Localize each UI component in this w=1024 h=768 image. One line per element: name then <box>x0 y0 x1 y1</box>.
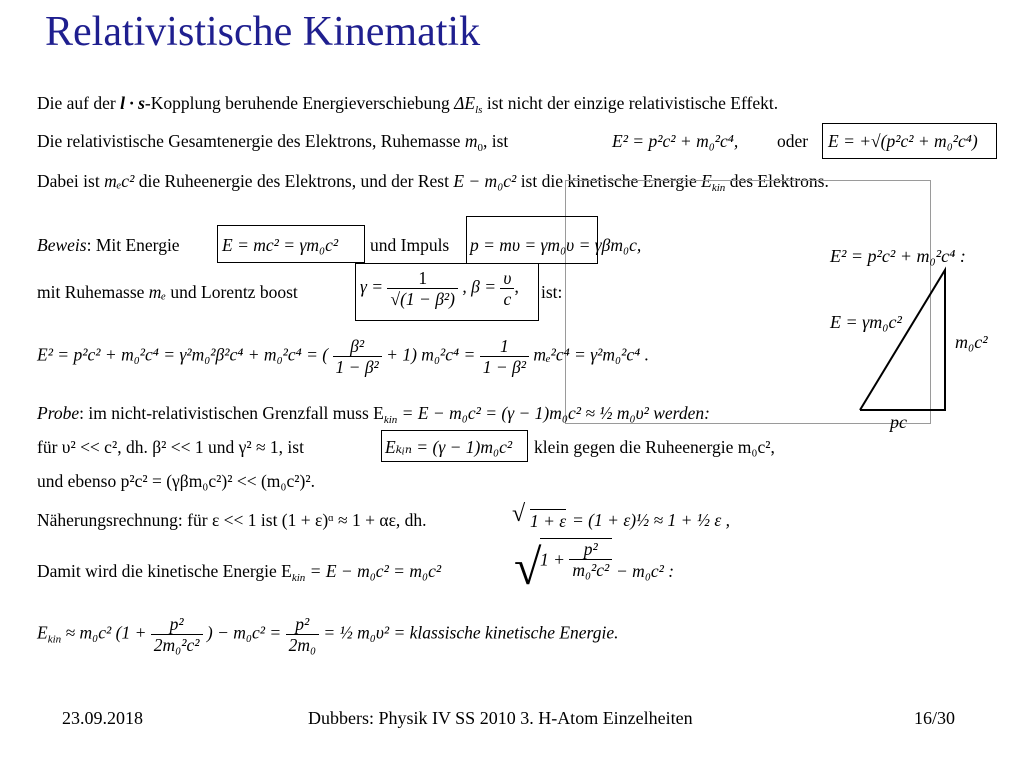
text-segment: , <box>514 276 519 297</box>
probe-label: Probe <box>37 403 80 423</box>
footer-date: 23.09.2018 <box>62 708 143 728</box>
numerator: p² <box>286 614 319 635</box>
math-delta-e: ΔE <box>454 93 476 113</box>
text-segment: mit Ruhemasse <box>37 282 149 302</box>
text-segment: = E − m₀c² = m₀c² <box>305 561 442 581</box>
eq-part: = ½ m₀υ² = klassische kinetische Energie. <box>323 622 619 643</box>
math-subscript: kin <box>711 182 726 194</box>
line-ebenso: und ebenso p²c² = (γβm₀c²)² << (m₀c²)². <box>37 471 315 491</box>
math-beta: , β = <box>462 276 497 297</box>
text-segment: ist nicht der einzige relativistische Effekt. <box>482 93 779 113</box>
fraction-one <box>480 336 529 377</box>
energy-triangle-diagram <box>820 230 1020 440</box>
text-segment: -Kopplung beruhende Energieverschiebung <box>144 93 455 113</box>
text-segment: : Mit Energie <box>86 235 180 255</box>
main-equation <box>37 336 649 377</box>
math-rest-energy: mₑc² <box>104 171 135 191</box>
text-segment: Dabei ist <box>37 171 105 191</box>
math-gamma: γ = <box>360 276 384 297</box>
numerator: 1 <box>387 268 458 289</box>
fraction-beta <box>500 268 514 309</box>
equation-energy-squared: E² = p²c² + m₀²c⁴, <box>612 131 739 151</box>
vertical-label: m₀c² <box>955 332 988 352</box>
denominator: 1 − β² <box>335 357 379 377</box>
line-total-energy <box>37 130 508 159</box>
triangle-shape <box>860 270 945 410</box>
numerator: 1 <box>480 336 529 357</box>
math-me: mₑ <box>148 282 167 302</box>
equation-momentum: p = mυ = γm₀υ = γβm₀c, <box>470 235 642 255</box>
text-segment: und Lorentz boost <box>166 282 298 302</box>
word-oder: oder <box>777 131 809 151</box>
math-e: E <box>701 171 712 191</box>
text-segment: = E − m₀c² = (γ − 1)m₀c² ≈ ½ m₀υ² werden: <box>397 403 710 423</box>
line-naeherung-end: = (1 + ε)½ ≈ 1 + ½ ε , <box>572 510 730 530</box>
line-ls-coupling <box>37 92 778 121</box>
fraction-final-1 <box>151 614 203 655</box>
text-segment: Damit wird die kinetische Energie E <box>37 561 292 581</box>
denominator: 2m₀ <box>288 635 317 655</box>
denominator: c <box>503 289 512 309</box>
text-segment: , ist <box>482 131 509 151</box>
fraction-gamma <box>387 268 458 309</box>
line-damit-end: − m₀c² : <box>616 561 675 581</box>
line-probe <box>37 402 710 431</box>
line-damit <box>37 560 441 589</box>
fraction-beta-sq <box>333 336 382 377</box>
denominator: 2m₀²c² <box>153 635 200 655</box>
numerator: υ <box>500 268 514 289</box>
beweis-label: Beweis <box>37 235 87 255</box>
word-ist: ist: <box>541 282 563 302</box>
text-segment: ist die kinetische Energie <box>516 171 702 191</box>
eq-part: 1 + <box>540 549 565 570</box>
math-subscript: kin <box>47 633 62 646</box>
math-subscript: kin <box>383 414 398 426</box>
sqrt-sign: √ <box>512 501 526 527</box>
footer-page-number: 16/30 <box>914 708 956 728</box>
fraction-p2 <box>569 539 612 580</box>
text-segment: die Ruheenergie des Elektrons, und der Rest <box>134 171 454 191</box>
math-rest: E − m₀c² <box>453 171 517 191</box>
math-subscript: kin <box>291 572 306 584</box>
text-segment: des Elektrons. <box>725 171 829 191</box>
slide-title: Relativistische Kinematik <box>45 9 481 55</box>
eq-part: + 1) m₀²c⁴ = <box>386 344 476 365</box>
sqrt-content-damit <box>540 538 612 580</box>
math-subscript: 0 <box>477 142 483 154</box>
base-label: pc <box>890 412 907 432</box>
denominator: m₀²c² <box>572 560 610 580</box>
line-fuer-end: klein gegen die Ruheenergie m₀c², <box>534 437 775 457</box>
eq-part: E <box>37 622 48 643</box>
equation-energy-root: E = +√(p²c² + m₀²c⁴) <box>828 131 978 151</box>
equation-lorentz <box>360 268 519 309</box>
equation-ekin: Eₖᵢₙ = (γ − 1)m₀c² <box>385 437 513 457</box>
word-impuls: und Impuls <box>370 235 450 255</box>
eq-part: E² = p²c² + m₀²c⁴ = γ²m₀²β²c⁴ + m₀²c⁴ = ( <box>37 344 329 365</box>
equation-energy-gamma: E = mc² = γm₀c² <box>222 235 339 255</box>
denominator: 1 − β² <box>482 357 526 377</box>
denominator: √(1 − β²) <box>390 289 455 309</box>
fraction-final-2 <box>286 614 319 655</box>
numerator: p² <box>151 614 203 635</box>
sqrt-content: 1 + ε <box>530 511 567 531</box>
footer-center: Dubbers: Physik IV SS 2010 3. H-Atom Einzelheiten <box>308 708 693 728</box>
big-sqrt-sign: √ <box>514 539 542 595</box>
hypotenuse-label: E = γm₀c² <box>830 312 902 332</box>
triangle-equation: E² = p²c² + m₀²c⁴ : <box>830 246 966 266</box>
final-equation <box>37 614 618 655</box>
math-m: m <box>464 131 478 151</box>
eq-part: ) − m₀c² = <box>206 622 282 643</box>
line-lorentz <box>37 281 298 303</box>
numerator: p² <box>569 539 612 560</box>
math-subscript: ls <box>475 104 483 116</box>
numerator: β² <box>333 336 382 357</box>
line-fuer: für υ² << c², dh. β² << 1 und γ² ≈ 1, ist <box>37 437 304 457</box>
line-beweis <box>37 234 180 256</box>
text-segment: Die auf der <box>37 93 121 113</box>
eq-part: ≈ m₀c² (1 + <box>65 622 147 643</box>
text-segment: : im nicht-relativistischen Grenzfall muss E <box>79 403 384 423</box>
text-segment: Die relativistische Gesamtenergie des Elektrons, Ruhemasse <box>37 131 465 151</box>
math-ls: l · s <box>120 93 145 113</box>
line-naeherung: Näherungsrechnung: für ε << 1 ist (1 + ε)ᵅ ≈ 1 + αε, dh. <box>37 510 427 530</box>
eq-part: mₑ²c⁴ = γ²m₀²c⁴ . <box>533 344 649 365</box>
